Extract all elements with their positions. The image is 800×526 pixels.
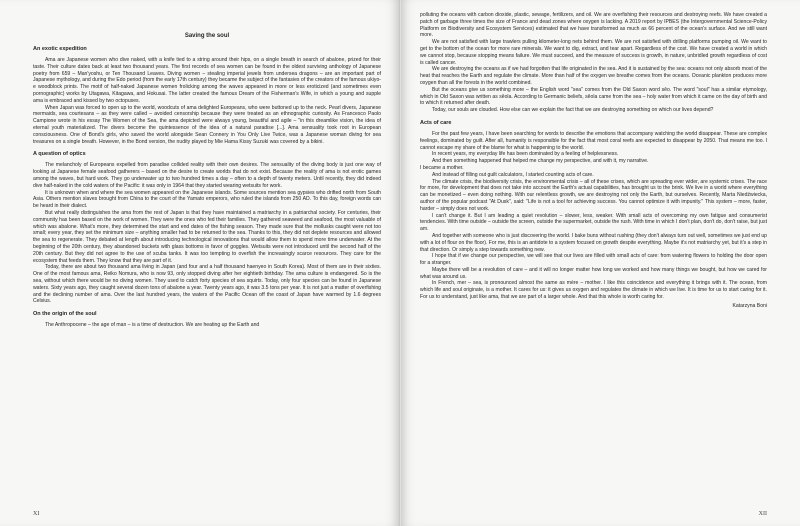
section-heading: An exotic expedition bbox=[33, 46, 87, 52]
paragraph: I became a mother. bbox=[420, 164, 464, 171]
paragraph: For the past few years, I have been searching for words to describe the emotions that accompany watching the world disappear. These are complex feelings, dominated by guilt. After all, humanity is responsible for the fact that most coral reefs are expected to disappear by 2050. That means me too. I cannot escape my share of the blame for what is happening to the world. bbox=[420, 130, 767, 151]
paragraph: It is unknown when and where the sea women appeared on the Japanese islands. Some sources mention sea gypsies who drifted north from South Asia. Others mention slaves brought from China to the court of the Yamato emperors, who ruled the islands from 250 AD. To this day, foreign words can be heard in their dialect. bbox=[33, 189, 381, 210]
paragraph: When Japan was forced to open up to the world, woodcuts of ama delighted Europeans, who were buttoned up to the neck. Pearl divers, Japanese mermaids, sea courtesans – as they were called – avoided censorship because they were treated as an ethnographic curiosity. As Francesco Paolo Campione wrote in his essay The Women of the Sea, the ama depicted were always young, beautiful and agile – "in this dreamlike vision, the idea of eternal youth materialized. The divers become the quintessence of the idea of a natural paradise [...]. Ama sensuality took root in European consciousness. One of Bond's girls, who saved the world alongside Sean Connery in You Only Live Twice, was a Japanese woman diving for sea treasures on a single breath. However, in the Bond version, the nudity played by Mie Hama Kissy Suzuki was covered by a bikini. bbox=[33, 104, 381, 145]
paragraph: In French, mer – sea, is pronounced almost the same as mère – mother. I like this coincidence and everything it brings with it. The ocean, from which life and soul originate, is a mother. It cares for us: it gives us oxygen and regulates the climate in which we live. It is time for us to start caring for it. For us to understand, just like ama, that we are part of a larger whole. And that this whole is worth caring for. bbox=[420, 280, 767, 301]
page-number: XI bbox=[33, 511, 40, 517]
paragraph: In recent years, my everyday life has been dominated by a feeling of helplessness. bbox=[432, 151, 619, 158]
paragraph: polluting the oceans with carbon dioxide, plastic, sewage, fertilizers, and oil. We are overfishing their resources and destroying reefs. We have created a patch of garbage three times the size of France and dead zones where oxygen is lacking. A 2019 report by IPBES (the Intergovernmental Science-Policy Platform on Biodiversity and Ecosystem Services) estimated that we have transformed as much as 66 percent of the ocean's surface. And we still want more. bbox=[420, 12, 767, 39]
page-number: XII bbox=[758, 511, 767, 517]
paragraph: Maybe there will be a revolution of care – and it will no longer matter how long we worked and how many things we bought, but how we cared for what was around us. bbox=[420, 266, 767, 280]
paragraph: The melancholy of Europeans expelled from paradise collided reality with their own desires. The sensuality of the diving body is just one way of looking at Japanese female seafood gatherers – based on the desire to create worlds that do not exist. Because the reality of ama is not erotic games among the waves, but hard work. They go underwater up to two hundred times a day – often to a depth of twenty meters. Until recently, they did indeed dive half-naked in the cold waters of the Pacific: it was only in 1964 that they started wearing wetsuits for work. bbox=[33, 162, 381, 189]
paragraph: We are not satisfied with large trawlers pulling kilometer-long nets behind them. We are not satisfied with drilling platforms pumping oil. We want to get to the bottom of the ocean for more rare minerals. We want to dig, extract, and tear apart. Regardless of the cost. We have created a world in which we cannot stop, because stopping means failure. We must succeed, and the measure of success is growth, in nature, unbridled growth regardless of cost is called cancer. bbox=[420, 39, 767, 66]
paragraph: Today, our souls are clouded. How else can we explain the fact that we are destroying something on which our lives depend? bbox=[432, 107, 714, 114]
book-gutter bbox=[399, 0, 401, 526]
section-heading: On the origin of the soul bbox=[33, 311, 97, 318]
paragraph: But what really distinguishes the ama from the rest of Japan is that they have maintained a matriarchy in a patriarchal society. For centuries, their community has been based on the work of women. They were the ones who fed their families. They gathered seaweed and seafood, the most valuable of which was abalone. What's more, they determined the start and end dates of the fishing season. They made sure that the mollusks caught were not too small; every year, they set the minimum size – anything smaller had to be returned to the sea. Thanks to this, they did not deplete resources and allowed the sea to regenerate. They debated at length about introducing technological innovations that would allow them to spend more time underwater. At the beginning of the 20th century, they abandoned buckets with glass bottoms in favor of goggles. Wetsuits were not introduced until the second half of the 20th century. But they did not agree to the use of scuba tanks. It was too tempting to overfish the increasingly scarce resources. They care for the ecosystem that feeds them. They know that they are part of it. bbox=[33, 209, 381, 264]
paragraph: But the oceans give us something more – the English word "sea" comes from the Old Saxon word sêo. The word "soul" has a similar etymology, which in Old Saxon was written as sêola. According to Germanic beliefs, sêola came from the sea – holy water from which it came on the day of birth and to which it returned after death. bbox=[420, 86, 767, 107]
section-heading: Acts of care bbox=[420, 119, 452, 126]
paragraph: Today, there are about two thousand ama living in Japan (and four and a half thousand haenyeo in South Korea). Most of them are in their sixties. One of the most famous ama, Reiko Nomura, who is now 93, only stopped diving after her eightieth birthday. The ama culture is endangered. So is the sea, without which there would be no diving women. They used to catch forty species of sea squirts. Today, only four species can be found in Japanese waters. Sixty years ago, they caught several dozen tons of abalone a year. Twenty years ago, it was 3.5 tons per year. It is not just a matter of overfishing and the declining number of ama. Over the last hundred years, the waters of the Pacific Ocean off the coast of Japan have warmed by 1.6 degrees Celsius. bbox=[33, 264, 381, 305]
section-heading: A question of optics bbox=[33, 151, 86, 158]
author-signature: Katarzyna Boni bbox=[732, 302, 767, 309]
paragraph: And instead of filling out guilt calculators, I started counting acts of care. bbox=[432, 171, 594, 178]
paragraph: Ama are Japanese women who dive naked, with a knife tied to a string around their hips, on a single breath in search of abalone, prized for their taste. Their culture dates back at least two thousand years. The first records of sea women can be found in the oldest surviving anthology of Japanese poetry from 659 – Man'yoshu, or Ten Thousand Leaves. Diving women – stealing imperial jewels from undersea dragons – are an important part of Japanese mythology, and during the Edo period (from the early 17th century) they became the subject of the fantasies of the creators of the famous ukiyo-e woodblock prints. The motif of half-naked Japanese women frolicking among the waves appeared in more or less eroticized (and sometimes even pornographic) works by Utagawa, Kitagawa, and Hokusai. The latter created the famous Dream of the Fisherman's Wife, in which a young and supple ama is embraced and kissed by two octopuses. bbox=[33, 57, 381, 104]
paragraph: I can't change it. But I am leading a quiet revolution – slower, less, weaker. With small acts of overcoming my own fatigue and consumerist tendencies. With time outside – outside the screen, outside the supermarket, outside the rush. With time in which I don't plan, don't do, don't raise, but just am. bbox=[420, 212, 767, 233]
paragraph: And then something happened that helped me change my perspective, and with it, my narrative. bbox=[432, 158, 649, 165]
article-title: Saving the soul bbox=[184, 33, 230, 39]
paragraph: The climate crisis, the biodiversity crisis, the environmental crisis – all of these crises, which are spreading ever wider, are systemic crises. The race for more, for development that does not take into account the Earth's actual capabilities, has brought us to the brink. We live in a world where everything can be monetized – even doing nothing. With our relentless growth, we are destroying not only the Earth, but ourselves. Recently, Marta Niedźwiecka, author of the popular podcast "At Dusk", said: "Life is not a tool for achieving success. You cannot optimize it with impunity." This system – more, faster, harder – simply does not work. bbox=[420, 178, 767, 212]
right-page bbox=[400, 0, 800, 526]
paragraph: The Anthropocene – the age of man – is a time of destruction. We are heating up the Earth and bbox=[45, 322, 260, 329]
paragraph: And together with someone who is just discovering the world. I bake buns without rushing (they don't always turn out well, sometimes we just end up with a lot of flour on the floor). For me, this is an antidote to a system focused on growth despite everything. Maybe it's not matriarchy yet, but it's a step in that direction. Or simply a step towards something new. bbox=[420, 232, 767, 253]
paragraph: I hope that if we change our perspective, we will see that our lives are filled with small acts of care: from watering flowers to holding the door open for a stranger. bbox=[420, 253, 767, 267]
paragraph: We are destroying the oceans as if we had forgotten that life originated in the sea. And it is sustained by the sea: oceans not only absorb most of the heat that reaches the Earth and regulate the climate. More than half of the oxygen we breathe comes from the oceans. Oceanic plankton produces more oxygen than all the forests in the world combined. bbox=[420, 66, 767, 86]
